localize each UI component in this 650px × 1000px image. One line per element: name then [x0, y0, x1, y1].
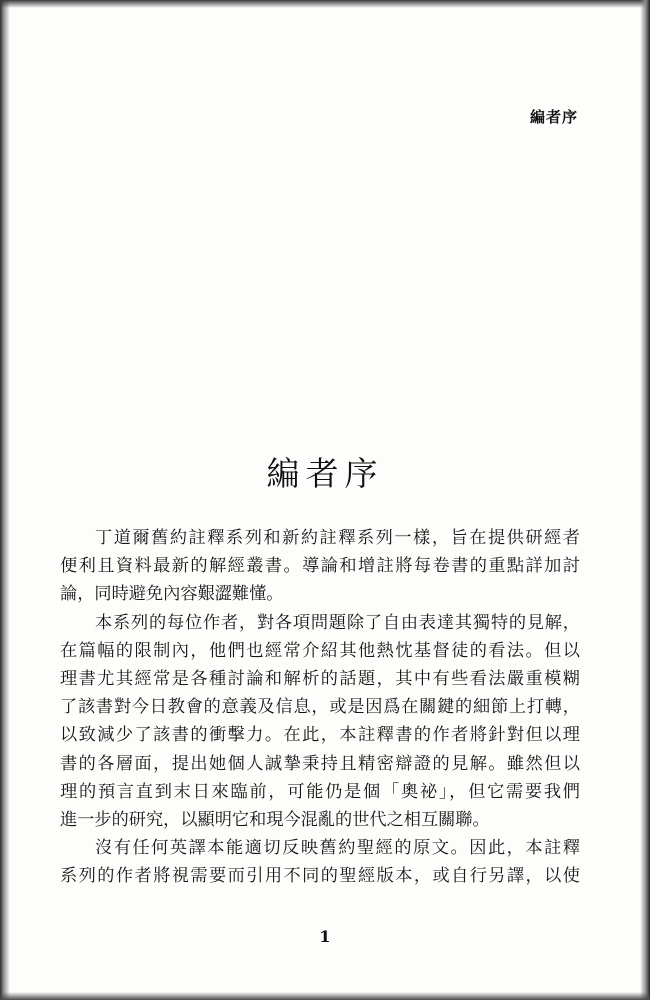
page-number: 1: [319, 927, 331, 946]
running-header: 編者序: [529, 108, 578, 126]
scan-edge-bottom: [0, 992, 650, 1000]
text-line: 理書尤其經常是各種討論和解析的話題，其中有些看法嚴重模糊: [60, 669, 580, 690]
text-line: 書的各層面，提出她個人誠摯秉持且精密辯證的見解。雖然但以: [60, 753, 580, 774]
paragraph-1: [60, 524, 580, 609]
scan-edge-left: [0, 0, 10, 1000]
text-line: 以致減少了該書的衝擊力。在此，本註釋書的作者將針對但以理: [60, 725, 580, 746]
paragraph-2: [60, 609, 580, 835]
text-line: 丁道爾舊約註釋系列和新約註釋系列一樣，旨在提供研經者: [95, 528, 580, 548]
text-line: 進一步的研究，以顯明它和現今混亂的世代之相互關聯。: [60, 810, 490, 831]
text-line: 在篇幅的限制內，他們也經常介紹其他熱忱基督徒的看法。但以: [60, 640, 580, 661]
text-line: 論，同時避免內容艱澀難懂。: [60, 584, 284, 605]
text-line: 本系列的每位作者，對各項問題除了自由表達其獨特的見解，: [95, 612, 580, 633]
scan-edge-top: [0, 0, 650, 8]
scan-edge-right: [640, 0, 650, 1000]
text-line: 沒有任何英譯本能適切反映舊約聖經的原文。因此，本註釋: [95, 838, 580, 859]
bleed-through-text: [58, 148, 578, 168]
page-title: 編者序: [266, 454, 384, 493]
text-line: 系列的作者將視需要而引用不同的聖經版本，或自行另譯，以使: [60, 866, 580, 887]
paragraph-3: [60, 834, 580, 890]
text-line: 理的預言直到末日來臨前，可能仍是個「奧祕」，但它需要我們: [60, 781, 580, 802]
body-text: [60, 524, 580, 891]
text-line: 便利且資料最新的解經叢書。導論和增註將每卷書的重點詳加討: [60, 556, 580, 577]
text-line: 了該書對今日教會的意義及信息，或是因爲在關鍵的細節上打轉，: [60, 697, 580, 718]
